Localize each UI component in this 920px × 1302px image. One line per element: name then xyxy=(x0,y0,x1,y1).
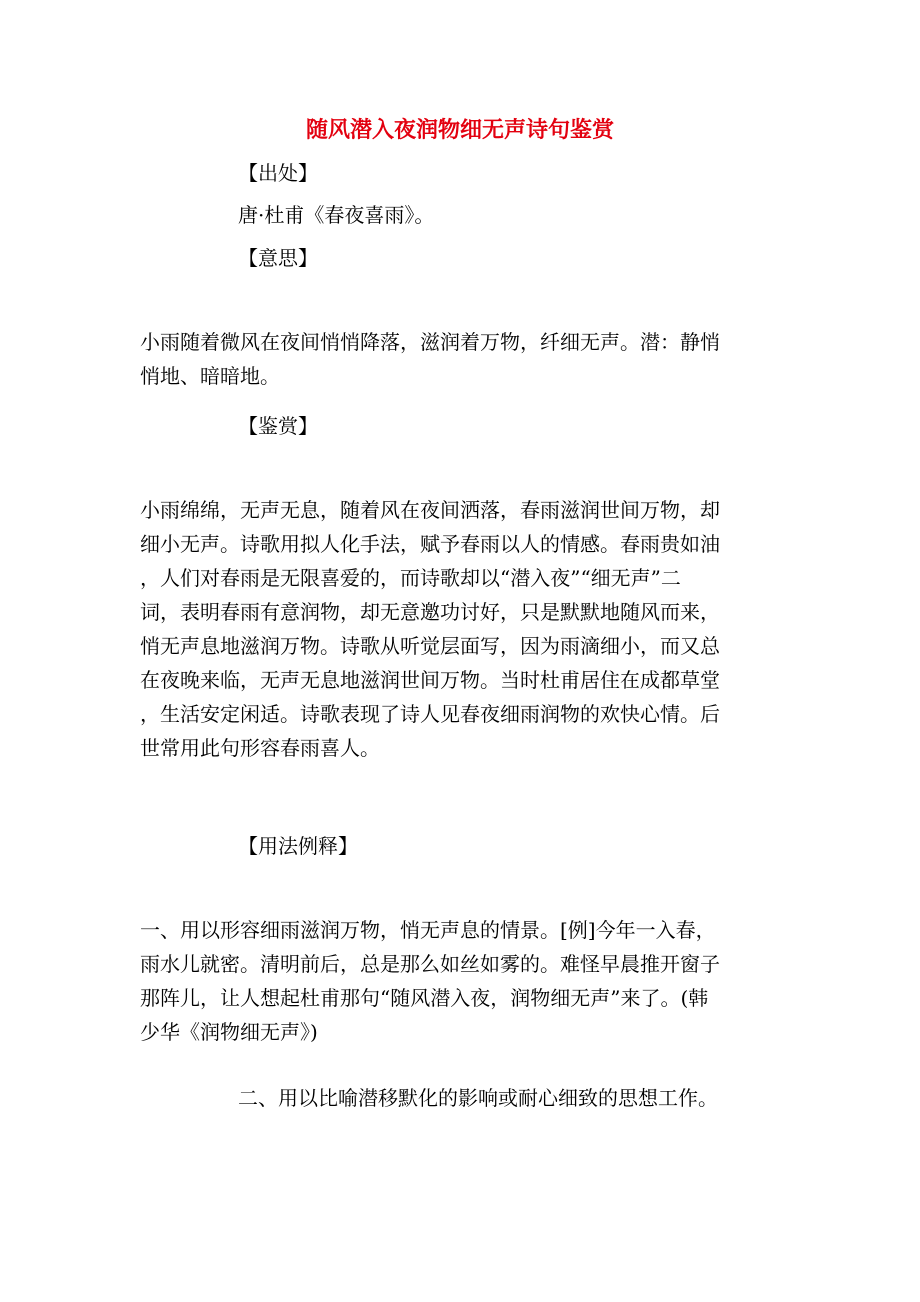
appreciation-line: ，生活安定闲适。诗歌表现了诗人见春夜细雨润物的欢快心情。后 xyxy=(140,702,720,726)
usage-line: 一、用以形容细雨滋润万物，悄无声息的情景。[例]今年一入春， xyxy=(140,918,716,942)
appreciation-line: 词，表明春雨有意润物，却无意邀功讨好，只是默默地随风而来， xyxy=(140,600,720,624)
meaning-heading: 【意思】 xyxy=(238,246,318,270)
usage-line: 雨水儿就密。清明前后，总是那么如丝如雾的。难怪早晨推开窗子 xyxy=(140,952,720,976)
page-title: 随风潜入夜润物细无声诗句鉴赏 xyxy=(305,117,614,143)
appreciation-line: 在夜晚来临，无声无息地滋润世间万物。当时杜甫居住在成都草堂 xyxy=(140,668,720,692)
usage-paragraph xyxy=(140,913,780,1049)
usage-heading: 【用法例释】 xyxy=(238,834,358,858)
meaning-paragraph xyxy=(140,325,780,393)
appreciation-line: ，人们对春雨是无限喜爱的，而诗歌却以“潜入夜”“细无声”二 xyxy=(140,566,681,590)
usage-line: 那阵儿，让人想起杜甫那句“随风潜入夜，润物细无声”来了。(韩 xyxy=(140,986,709,1010)
usage-line: 少华《润物细无声》) xyxy=(140,1020,318,1044)
source-text: 唐·杜甫《春夜喜雨》。 xyxy=(238,203,435,227)
meaning-line: 悄地、暗暗地。 xyxy=(140,364,280,388)
appreciation-line: 细小无声。诗歌用拟人化手法，赋予春雨以人的情感。春雨贵如油 xyxy=(140,532,720,556)
appreciation-line: 世常用此句形容春雨喜人。 xyxy=(140,736,380,760)
appreciation-line: 小雨绵绵，无声无息，随着风在夜间洒落，春雨滋润世间万物，却 xyxy=(140,498,720,522)
appreciation-heading: 【鉴赏】 xyxy=(238,414,318,438)
meaning-line: 小雨随着微风在夜间悄悄降落，滋润着万物，纤细无声。潜：静悄 xyxy=(140,330,720,354)
appreciation-paragraph xyxy=(140,493,780,765)
usage-second-item: 二、用以比喻潜移默化的影响或耐心细致的思想工作。 xyxy=(238,1086,718,1110)
appreciation-line: 悄无声息地滋润万物。诗歌从听觉层面写，因为雨滴细小，而又总 xyxy=(140,634,720,658)
source-heading: 【出处】 xyxy=(238,161,318,185)
